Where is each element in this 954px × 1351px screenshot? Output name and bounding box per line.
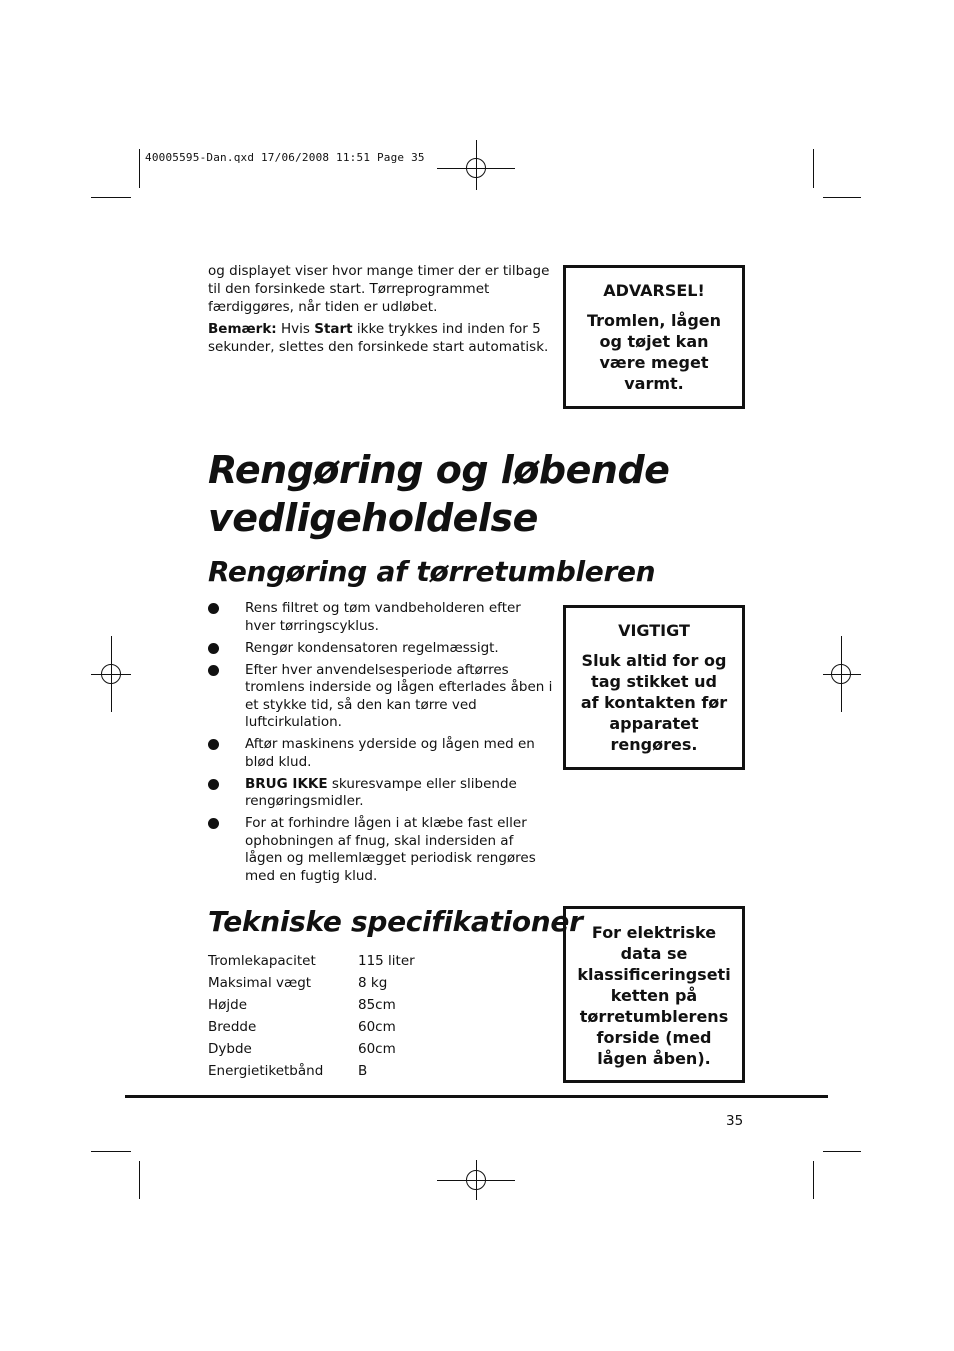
spec-label: Bredde xyxy=(208,1019,257,1035)
list-item xyxy=(208,736,553,771)
spec-value: 60cm xyxy=(358,1019,396,1035)
section-title-specs: Tekniske specifikationer xyxy=(208,905,583,938)
intro-paragraph: og displayet viser hvor mange timer der er tilbage til den forsinkede start. Tørreprogrammet færdiggøres, når tiden er udløbet. xyxy=(208,263,550,315)
list-item-bold: BRUG IKKE xyxy=(245,775,328,792)
electrical-info-box xyxy=(563,906,745,1083)
page-title: Rengøring og løbende vedligeholdelse xyxy=(208,448,670,540)
spec-label: Dybde xyxy=(208,1041,252,1057)
note-text: Hvis xyxy=(276,321,315,337)
list-item-text: skuresvampe eller slibende rengøringsmidler. xyxy=(245,775,517,809)
warning-box xyxy=(563,265,745,409)
spec-value: B xyxy=(358,1063,368,1079)
start-label: Start xyxy=(314,321,353,337)
list-item-text: Efter hver anvendelsesperiode aftørres tromlens inderside og lågen efterlades åben i et stykke tid, så den kan tørre ved luftcirkulation. xyxy=(245,661,553,730)
bullet-icon xyxy=(208,643,219,654)
spec-row xyxy=(208,1038,415,1060)
bullet-icon xyxy=(208,779,219,790)
spec-row xyxy=(208,1060,415,1082)
spec-label: Højde xyxy=(208,997,248,1013)
spec-row xyxy=(208,994,415,1016)
important-title: VIGTIGT xyxy=(618,621,690,640)
spec-value: 60cm xyxy=(358,1041,396,1057)
spec-value: 85cm xyxy=(358,997,396,1013)
list-item xyxy=(208,600,553,635)
list-item-text: For at forhindre lågen i at klæbe fast eller ophobningen af fnug, skal indersiden af lågen og mellemlægget periodisk rengøres med en fugtig klud. xyxy=(245,815,536,884)
spec-table xyxy=(208,950,415,1082)
spec-row xyxy=(208,950,415,972)
bullet-icon xyxy=(208,603,219,614)
spec-label: Energietiketbånd xyxy=(208,1063,324,1079)
important-box xyxy=(563,605,745,770)
list-item-text: Rengør kondensatoren regelmæssigt. xyxy=(245,639,499,656)
note-label: Bemærk: xyxy=(208,321,277,337)
electrical-info-text: For elektriske data se klassificeringsetiketten på tørretumblerens forside (med lågen åben). xyxy=(577,923,731,1068)
spec-row xyxy=(208,1016,415,1038)
spec-label: Tromlekapacitet xyxy=(208,953,316,969)
list-item xyxy=(208,776,553,811)
spec-row xyxy=(208,972,415,994)
list-item-text: Rens filtret og tøm vandbeholderen efter hver tørringscyklus. xyxy=(245,600,521,634)
section-title-cleaning: Rengøring af tørretumbleren xyxy=(208,555,656,588)
list-item xyxy=(208,640,553,658)
spec-value: 115 liter xyxy=(358,953,415,969)
list-item xyxy=(208,662,553,732)
cleaning-list xyxy=(208,600,553,890)
list-item xyxy=(208,815,553,885)
page-number: 35 xyxy=(726,1113,744,1129)
bullet-icon xyxy=(208,818,219,829)
note-text-cont: ikke trykkes ind inden for 5 sekunder, slettes den forsinkede start automatisk. xyxy=(208,321,549,355)
spec-value: 8 kg xyxy=(358,975,388,991)
note-paragraph xyxy=(208,320,558,356)
intro-text xyxy=(208,262,558,360)
warning-text: Tromlen, lågen og tøjet kan være meget varmt. xyxy=(586,311,722,393)
bullet-icon xyxy=(208,739,219,750)
warning-title: ADVARSEL! xyxy=(603,281,705,300)
list-item-text: Aftør maskinens yderside og lågen med en blød klud. xyxy=(245,736,535,770)
bullet-icon xyxy=(208,665,219,676)
important-text: Sluk altid for og tag stikket ud af kontakten før apparatet rengøres. xyxy=(580,651,728,754)
print-slug: 40005595-Dan.qxd 17/06/2008 11:51 Page 35 xyxy=(145,151,425,164)
spec-label: Maksimal vægt xyxy=(208,975,312,991)
footer-rule xyxy=(125,1095,828,1098)
